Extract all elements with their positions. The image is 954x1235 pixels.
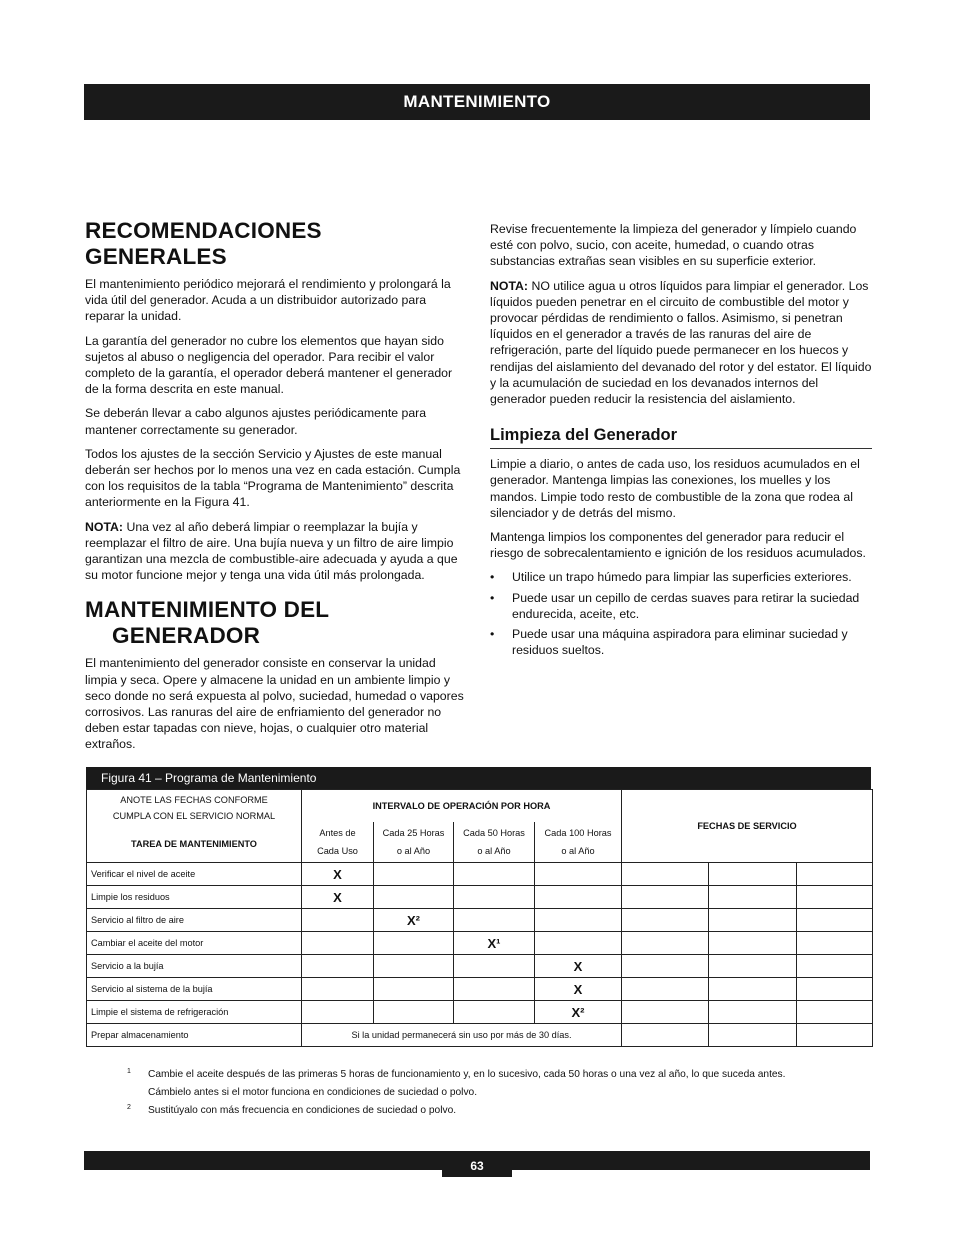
interval-mark xyxy=(302,955,374,978)
interval-mark xyxy=(302,978,374,1001)
task-cell: Prepar almacenamiento xyxy=(87,1024,302,1047)
task-cell: Cambiar el aceite del motor xyxy=(87,932,302,955)
date-cell[interactable] xyxy=(709,978,797,1001)
date-cell[interactable] xyxy=(622,932,709,955)
task-cell: Servicio al filtro de aire xyxy=(87,909,302,932)
date-cell[interactable] xyxy=(709,1024,797,1047)
task-cell: Limpie los residuos xyxy=(87,886,302,909)
table-row xyxy=(87,909,873,932)
footnote xyxy=(127,1102,867,1120)
interval-mark xyxy=(302,1001,374,1024)
paragraph: La garantía del generador no cubre los elementos que hayan sido sujetos al abuso o negligencia del operador. Para recibir el valor completo de la garantía, el operador deberá mantener el generador de la forma descrita en este manual. xyxy=(85,333,453,397)
header-service-dates: FECHAS DE SERVICIO xyxy=(622,790,873,863)
interval-line: Cada 25 Horas xyxy=(382,828,445,838)
heading-line: MANTENIMIENTO DEL xyxy=(85,597,330,623)
interval-mark xyxy=(454,886,535,909)
date-cell[interactable] xyxy=(797,1024,873,1047)
interval-mark: X¹ xyxy=(454,932,535,955)
date-cell[interactable] xyxy=(797,886,873,909)
paragraph: Todos los ajustes de la sección Servicio y Ajustes de este manual deberán ser hechos por lo menos una vez en cada estación. Cumpla con los requisitos de la tabla “Programa de Mantenimiento” descrita anteriormente en la Figura 41. xyxy=(85,446,461,510)
table-row xyxy=(87,863,873,886)
interval-mark xyxy=(374,886,454,909)
note-label: NOTA: xyxy=(85,519,124,534)
paragraph: Limpie a diario, o antes de cada uso, los residuos acumulados en el generador. Mantenga limpias las conexiones, los muelles y los mandos. Limpie todo resto de combustible de la zona que rodea al silenciador y de detrás del mismo. xyxy=(490,457,860,520)
interval-mark: X xyxy=(535,955,622,978)
interval-mark xyxy=(454,863,535,886)
page-number: 63 xyxy=(442,1151,512,1177)
date-cell[interactable] xyxy=(797,932,873,955)
interval-mark: X xyxy=(302,886,374,909)
section-title: MANTENIMIENTO xyxy=(403,92,551,111)
task-cell: Verificar el nivel de aceite xyxy=(87,863,302,886)
interval-mark xyxy=(535,909,622,932)
paragraph: El mantenimiento periódico mejorará el rendimiento y prolongará la vida útil del generador. Acuda a un distribuidor autorizado para reparar la unidad. xyxy=(85,277,451,324)
note-label: NOTA: xyxy=(490,278,529,293)
date-cell[interactable] xyxy=(709,1001,797,1024)
heading-generator-maintenance xyxy=(85,597,467,649)
table-header-row xyxy=(87,790,873,823)
footnote-text: Cámbielo antes si el motor funciona en condiciones de suciedad o polvo. xyxy=(148,1087,478,1098)
date-cell[interactable] xyxy=(622,1024,709,1047)
interval-mark: X xyxy=(535,978,622,1001)
date-cell[interactable] xyxy=(797,909,873,932)
interval-mark xyxy=(535,886,622,909)
table-row xyxy=(87,1024,873,1047)
date-cell[interactable] xyxy=(622,978,709,1001)
interval-mark: X² xyxy=(535,1001,622,1024)
section-header xyxy=(84,84,870,120)
paragraph: El mantenimiento del generador consiste en conservar la unidad limpia y seca. Opere y almacene la unidad en un ambiente limpio y seco donde no será expuesta al polvo, suciedad, humedad o vapores corrosivos. Las ranuras del aire de enfriamiento del generador no deben estar tapadas con nieve, hojas, o cualquier otro material extraños. xyxy=(85,656,464,752)
interval-line: Cada 100 Horas xyxy=(544,828,612,838)
table-row xyxy=(87,932,873,955)
maintenance-schedule-table xyxy=(86,789,873,1047)
interval-mark xyxy=(374,978,454,1001)
cleaning-list xyxy=(490,569,872,658)
interval-mark xyxy=(374,932,454,955)
note-text: Una vez al año deberá limpiar o reemplazar la bujía y reemplazar el filtro de aire. Una bujía nueva y un filtro de aire limpio garantizan una mezcla de combustible-aire adecuada y ayuda a que su motor funcione mejor y tenga una vida útil más prolongada. xyxy=(85,519,458,583)
date-cell[interactable] xyxy=(709,955,797,978)
left-column xyxy=(85,218,467,761)
interval-mark xyxy=(454,955,535,978)
heading-general-recommendations: RECOMENDACIONES GENERALES xyxy=(85,218,322,269)
footnote-text: Sustitúyalo con más frecuencia en condiciones de suciedad o polvo. xyxy=(148,1105,457,1116)
interval-line: o al Año xyxy=(396,846,431,856)
list-item: • Utilice un trapo húmedo para limpiar las superficies exteriores. xyxy=(490,569,872,585)
interval-mark xyxy=(454,909,535,932)
header-task-cell xyxy=(87,790,302,863)
date-cell[interactable] xyxy=(622,886,709,909)
footnote-text: Cambie el aceite después de las primeras 5 horas de funcionamiento y, en lo sucesivo, cada 50 horas o una vez al año, lo que suceda antes. xyxy=(148,1069,786,1080)
date-cell[interactable] xyxy=(622,909,709,932)
note-paragraph xyxy=(85,519,467,584)
date-cell[interactable] xyxy=(709,932,797,955)
task-cell: Servicio al sistema de la bujía xyxy=(87,978,302,1001)
paragraph: Revise frecuentemente la limpieza del generador y límpielo cuando esté con polvo, sucio, con aceite, humedad, o cuando otras substancias extrañas sean visibles en su superficie exterior. xyxy=(490,222,857,269)
task-cell: Limpie el sistema de refrigeración xyxy=(87,1001,302,1024)
interval-mark xyxy=(454,1001,535,1024)
header-note: CUMPLA CON EL SERVICIO NORMAL xyxy=(112,811,276,821)
interval-line: Antes de xyxy=(319,828,356,838)
interval-line: Cada Uso xyxy=(317,846,358,856)
interval-mark xyxy=(374,863,454,886)
date-cell[interactable] xyxy=(797,978,873,1001)
interval-mark xyxy=(374,1001,454,1024)
header-task-label: TAREA DE MANTENIMIENTO xyxy=(131,839,257,849)
task-cell: Servicio a la bujía xyxy=(87,955,302,978)
footnote-mark: 1 xyxy=(127,1068,131,1075)
heading-line: GENERADOR xyxy=(112,623,261,649)
date-cell[interactable] xyxy=(709,909,797,932)
date-cell[interactable] xyxy=(797,1001,873,1024)
heading-generator-cleaning: Limpieza del Generador xyxy=(490,425,872,449)
date-cell[interactable] xyxy=(709,886,797,909)
table-row xyxy=(87,1001,873,1024)
table-row xyxy=(87,886,873,909)
list-item: • Puede usar un cepillo de cerdas suaves para retirar la suciedad endurecida, aceite, etc. xyxy=(490,590,872,622)
interval-line: o al Año xyxy=(477,846,511,856)
date-cell[interactable] xyxy=(622,863,709,886)
interval-mark xyxy=(454,978,535,1001)
interval-mark: X xyxy=(302,863,374,886)
list-item: • Puede usar una máquina aspiradora para eliminar suciedad y residuos sueltos. xyxy=(490,626,872,658)
storage-note: Si la unidad permanecerá sin uso por más de 30 días. xyxy=(302,1024,622,1047)
paragraph: Mantenga limpios los componentes del generador para reducir el riesgo de sobrecalentamiento e ignición de los residuos acumulados. xyxy=(490,530,866,561)
figure-caption: Figura 41 – Programa de Mantenimiento xyxy=(101,771,317,785)
interval-cell xyxy=(454,822,535,863)
interval-mark: X² xyxy=(374,909,454,932)
date-cell[interactable] xyxy=(797,955,873,978)
footnotes xyxy=(127,1066,867,1120)
date-cell[interactable] xyxy=(622,955,709,978)
interval-line: Cada 50 Horas xyxy=(463,828,525,838)
interval-mark xyxy=(302,932,374,955)
interval-line: o al Año xyxy=(561,846,595,856)
paragraph: Se deberán llevar a cabo algunos ajustes periódicamente para mantener correctamente su generador. xyxy=(85,406,427,437)
header-note: ANOTE LAS FECHAS CONFORME xyxy=(120,795,268,805)
note-text: NO utilice agua u otros líquidos para limpiar el generador. Los líquidos pueden penetrar en el circuito de combustible del motor y provocar pérdidas de rendimiento o fallos. Asimismo, si penetran líquidos en el generador a través de las ranuras del aire de refrigeración, parte del líquido puede permanecer en los huecos y rendijas del aislamiento del devanado del rotor y del estator. El líquido y la acumulación de suciedad en los devanados internos del generador pueden reducir la resistencia del aislamiento. xyxy=(490,278,872,407)
right-column xyxy=(490,221,872,662)
footnote xyxy=(127,1066,867,1102)
interval-mark xyxy=(535,932,622,955)
interval-cell xyxy=(535,822,622,863)
figure-title xyxy=(86,767,871,789)
interval-mark xyxy=(374,955,454,978)
note-paragraph xyxy=(490,278,872,408)
interval-cell xyxy=(302,822,374,863)
footnote-mark: 2 xyxy=(127,1104,131,1111)
date-cell[interactable] xyxy=(622,1001,709,1024)
table-row xyxy=(87,955,873,978)
table-row xyxy=(87,978,873,1001)
interval-cell xyxy=(374,822,454,863)
date-cell[interactable] xyxy=(797,863,873,886)
date-cell[interactable] xyxy=(709,863,797,886)
interval-mark xyxy=(302,909,374,932)
interval-mark xyxy=(535,863,622,886)
header-interval: INTERVALO DE OPERACIÓN POR HORA xyxy=(302,790,622,823)
